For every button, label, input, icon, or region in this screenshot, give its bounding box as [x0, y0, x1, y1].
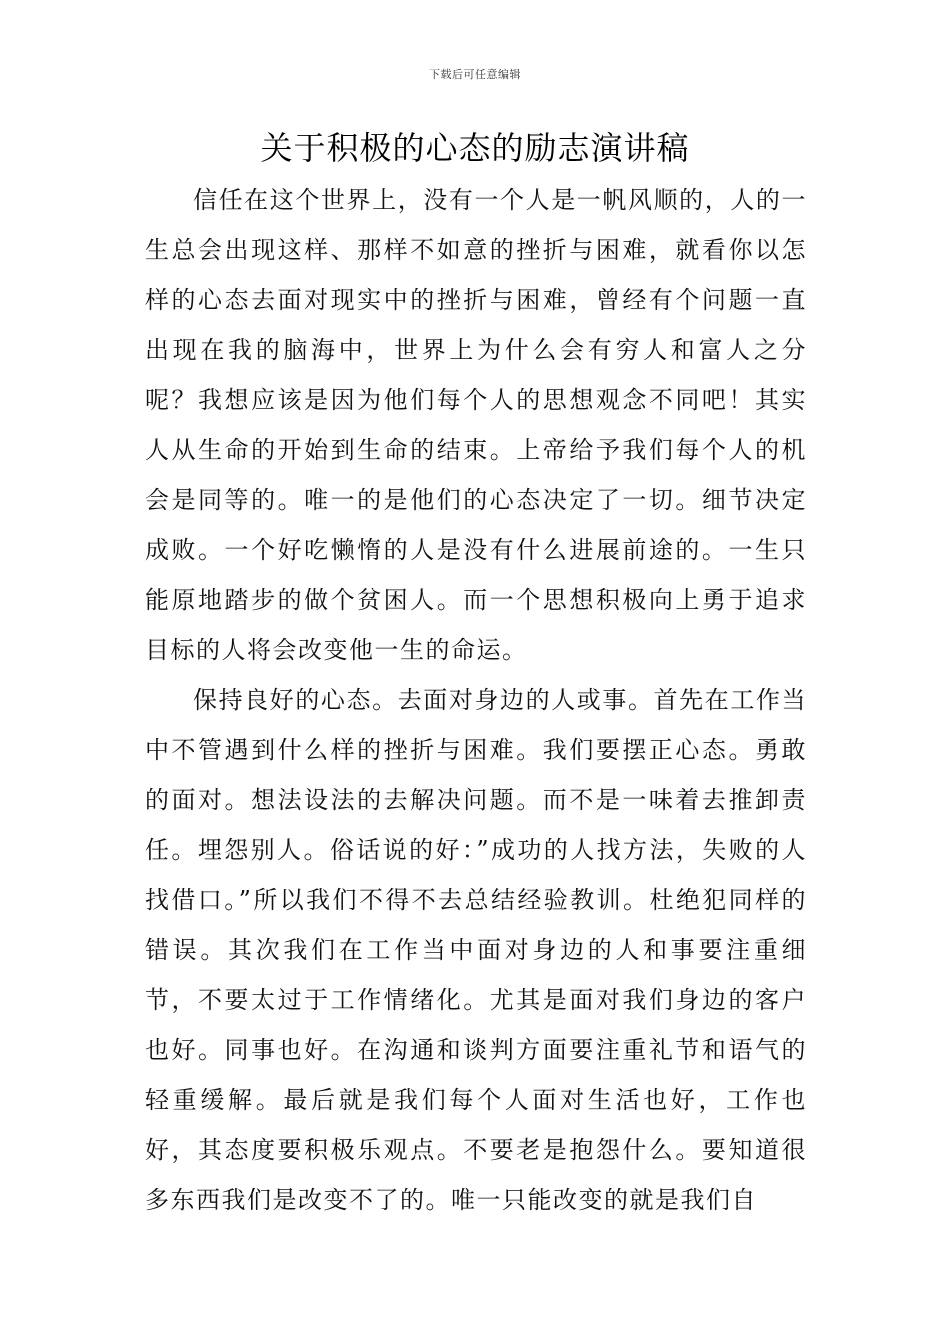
header-note: 下载后可任意编辑	[429, 68, 521, 81]
page-title: 关于积极的心态的励志演讲稿	[260, 129, 690, 167]
paragraph-1: 信任在这个世界上，没有一个人是一帆风顺的，人的一生总会出现这样、那样不如意的挫折与困难，就看你以怎样的心态去面对现实中的挫折与困难，曾经有个问题一直出现在我的脑海中，世界上为什么会有穷人和富人之分呢？我想应该是因为他们每个人的思想观念不同吧！其实人从生命的开始到生命的结束。上帝给予我们每个人的机会是同等的。唯一的是他们的心态决定了一切。细节决定成败。一个好吃懒惰的人是没有什么进展前途的。一生只能原地踏步的做个贫困人。而一个思想积极向上勇于追求目标的人将会改变他一生的命运。	[145, 186, 807, 664]
body-text	[145, 175, 807, 1225]
paragraph-2: 保持良好的心态。去面对身边的人或事。首先在工作当中不管遇到什么样的挫折与困难。我们要摆正心态。勇敢的面对。想法设法的去解决问题。而不是一味着去推卸责任。埋怨别人。俗话说的好：”成功的人找方法，失败的人找借口。”所以我们不得不去总结经验教训。杜绝犯同样的错误。其次我们在工作当中面对身边的人和事要注重细节，不要太过于工作情绪化。尤其是面对我们身边的客户也好。同事也好。在沟通和谈判方面要注重礼节和语气的轻重缓解。最后就是我们每个人面对生活也好，工作也好，其态度要积极乐观点。不要老是抱怨什么。要知道很多东西我们是改变不了的。唯一只能改变的就是我们自	[145, 686, 807, 1214]
